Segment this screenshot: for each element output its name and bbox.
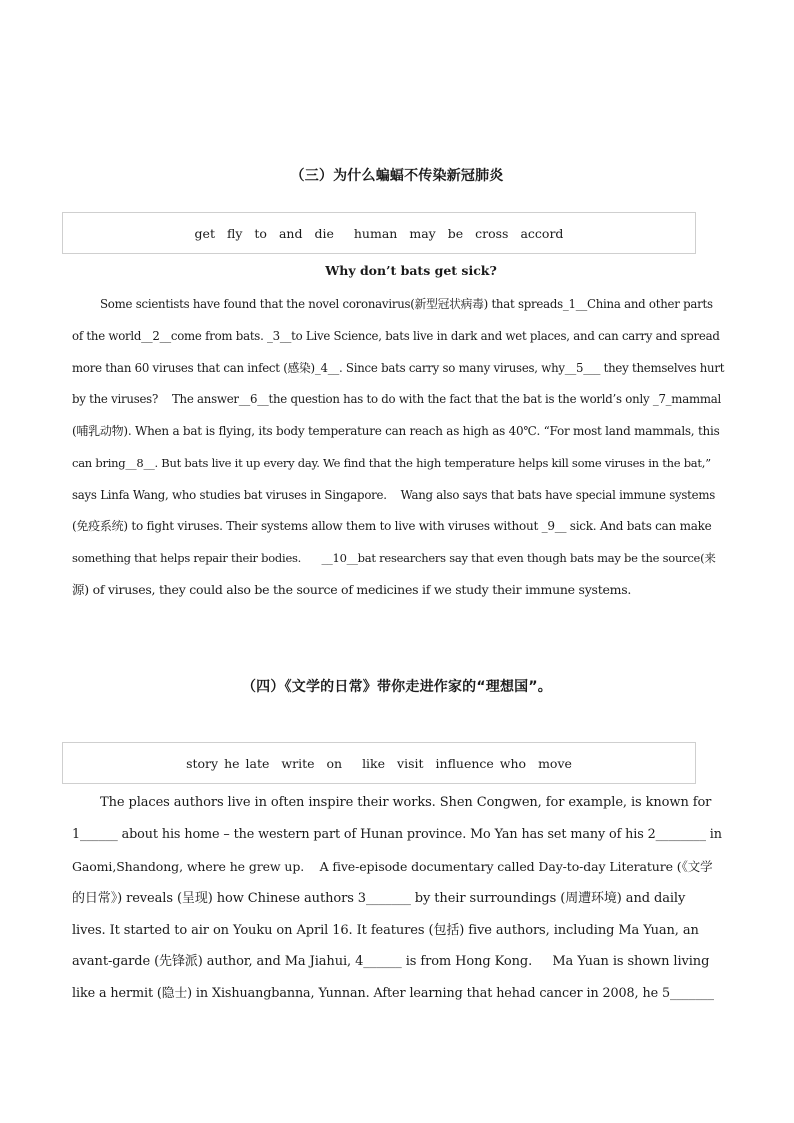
word-bank-item: on <box>326 755 343 771</box>
passage-4-line: 1______ about his home – the western part of Hunan province. Mo Yan has set many of his 2________ in <box>72 827 722 842</box>
word-bank-item: to <box>254 225 267 241</box>
word-bank-item: like <box>362 755 386 771</box>
word-bank-item: story <box>186 755 219 771</box>
word-bank-item: write <box>281 755 315 771</box>
passage-4-line: lives. It started to air on Youku on April 16. It features (包括) five authors, including Ma Yuan, an <box>72 923 699 938</box>
word-bank-item: be <box>447 225 464 241</box>
passage-3-line: 源) of viruses, they could also be the source of medicines if we study their immune systems. <box>72 582 632 597</box>
passage-3-line: by the viruses? The answer__6__the question has to do with the fact that the bat is the world’s only _7_mammal <box>72 392 722 406</box>
passage-3-line: Some scientists have found that the novel coronavirus(新型冠状病毒) that spreads_1__China and other parts <box>100 297 713 311</box>
word-bank-item: fly <box>226 225 243 241</box>
passage-3-line: (哺乳动物). When a bat is flying, its body temperature can reach as high as 40℃. “For most land mammals, this <box>72 424 720 438</box>
word-bank-item: influence who <box>435 755 527 771</box>
word-bank-item: and <box>278 225 303 241</box>
word-bank-item: he late <box>224 755 270 771</box>
passage-4-line: The places authors live in often inspire their works. Shen Congwen, for example, is known for <box>100 795 712 810</box>
word-bank-item: human <box>353 225 398 241</box>
section-4-title: （四）《文学的日常》带你走进作家的“理想国”。 <box>241 679 552 695</box>
passage-4-line: avant-garde (先锋派) author, and Ma Jiahui, 4______ is from Hong Kong. Ma Yuan is shown living <box>72 954 710 969</box>
word-bank-item: visit <box>397 755 424 771</box>
passage-3-line: something that helps repair their bodies. __10__bat researchers say that even though bats may be the source(来 <box>72 551 716 565</box>
passage-3-line: can bring__8__. But bats live it up every day. We find that the high temperature helps kill some viruses in the bat,” <box>72 456 711 470</box>
word-bank-item: accord <box>520 225 564 241</box>
passage-4-line: like a hermit (隐士) in Xishuangbanna, Yunnan. After learning that hehad cancer in 2008, he 5_______ <box>72 986 714 1001</box>
passage-3-line: of the world__2__come from bats. _3__to Live Science, bats live in dark and wet places, and can carry and spread <box>72 329 720 343</box>
passage-3-line: (免疫系统) to fight viruses. Their systems allow them to live with viruses without _9__ sick. And bats can make <box>72 519 712 533</box>
word-bank-item: get <box>194 225 215 241</box>
word-bank-item: may <box>409 225 436 241</box>
section-3-title: （三）为什么蝙蝠不传染新冠肺炎 <box>290 168 504 184</box>
passage-4-line: Gaomi,Shandong, where he grew up. A five-episode documentary called Day-to-day Literature (《文学 <box>72 859 713 874</box>
passage-3-line: more than 60 viruses that can infect (感染)_4__. Since bats carry so many viruses, why__5___ they themselves hurt <box>72 361 725 375</box>
word-bank-item: die <box>314 225 334 241</box>
word-bank-4 <box>62 742 696 784</box>
word-bank-item: move <box>538 755 572 771</box>
passage-4-line: 的日常》) reveals (呈现) how Chinese authors 3_______ by their surroundings (周遭环境) and daily <box>72 891 686 906</box>
passage-3-line: says Linfa Wang, who studies bat viruses in Singapore. Wang also says that bats have special immune systems <box>72 488 715 502</box>
passage-3-title: Why don’t bats get sick? <box>325 263 497 278</box>
word-bank-3 <box>62 212 696 254</box>
word-bank-item: cross <box>475 225 509 241</box>
